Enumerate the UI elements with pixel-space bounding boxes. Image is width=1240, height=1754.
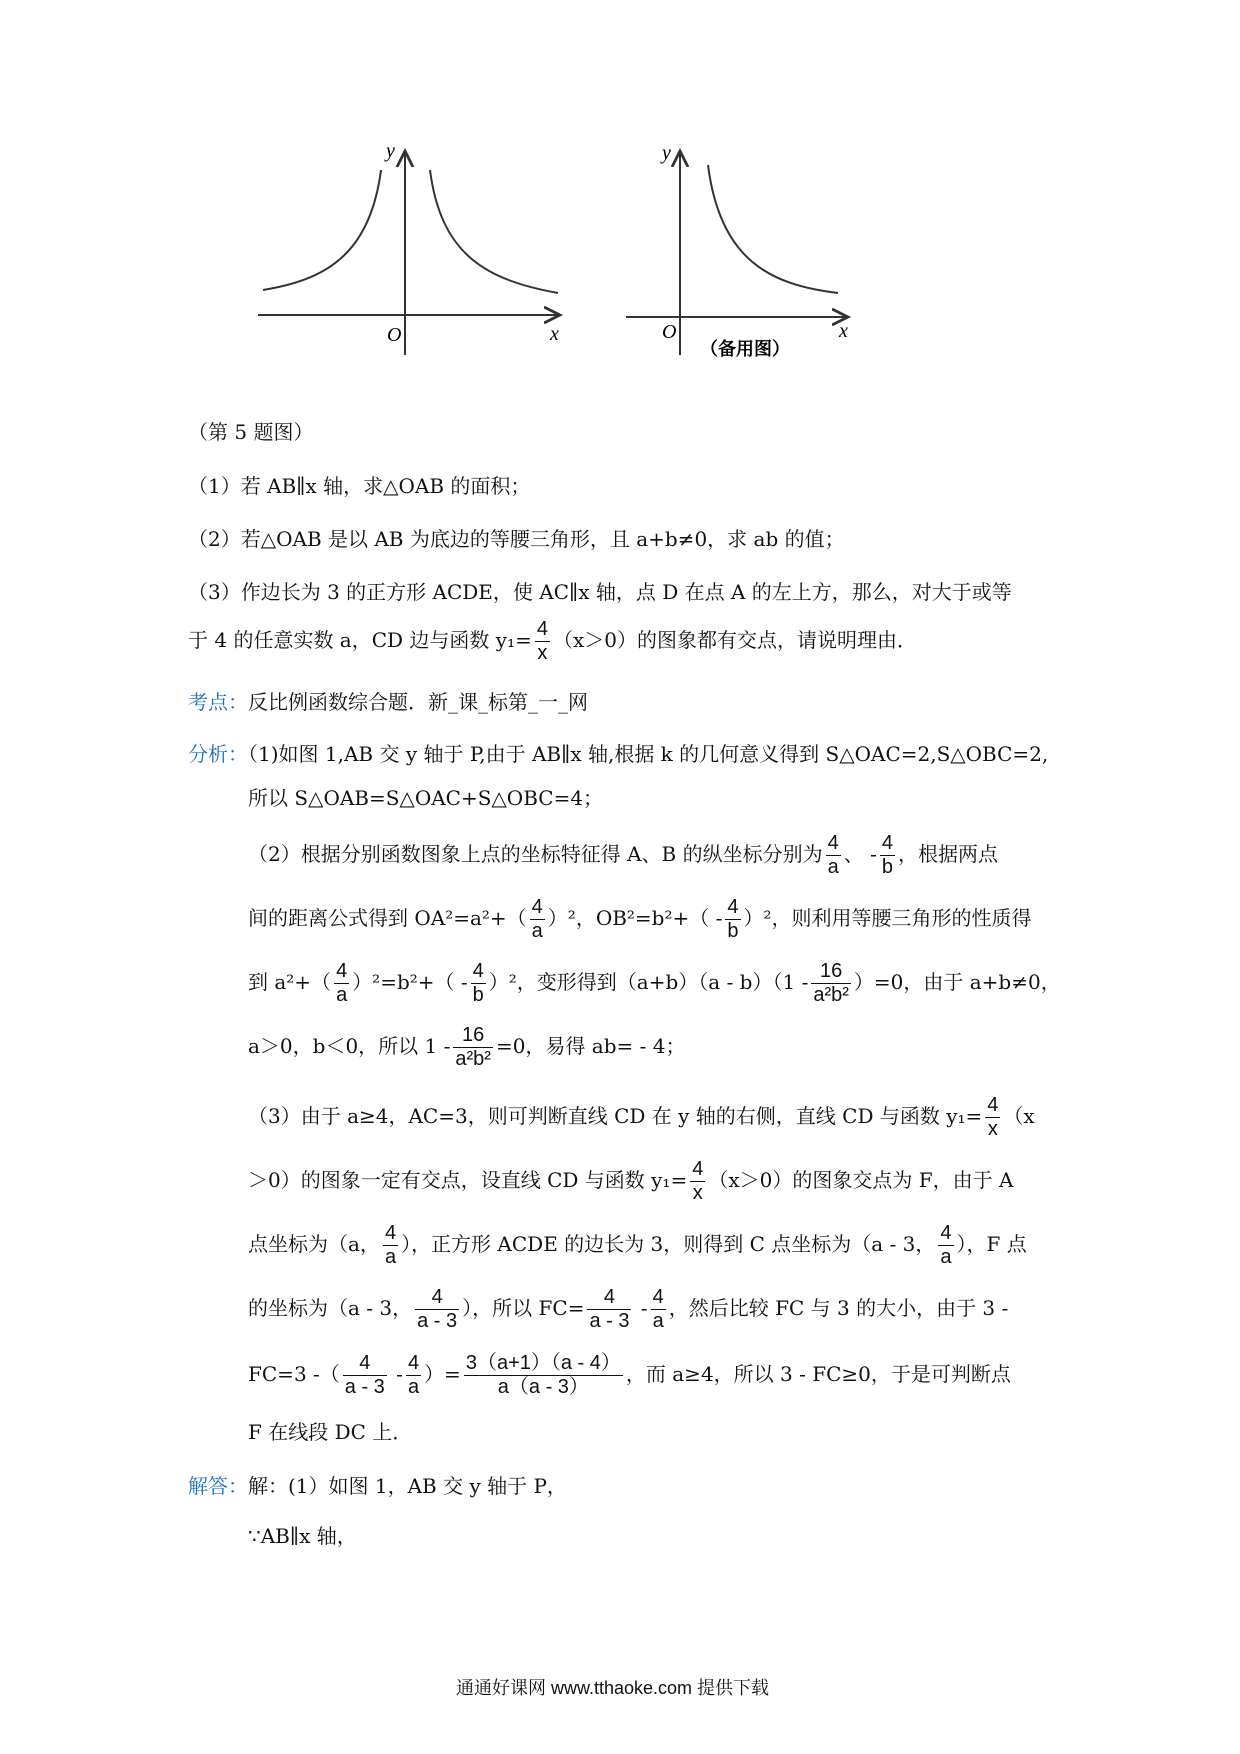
fraction-4-over-a: $\frac{4}{a}$	[407, 1352, 420, 1398]
fraction-4-over-a-minus-3: $\frac{4}{a - 3}$	[344, 1352, 385, 1398]
hyperbola-branch	[708, 165, 838, 293]
fenxi-p3-line-3: 点坐标为（a， $\frac{4}{a}$ ），正方形 ACDE 的边长为 3，则得到 C 点坐标为（a - 3， $\frac{4}{a}$ ），F 点	[248, 1222, 1027, 1268]
fenxi-p2-line-3: 到 a²+（ $\frac{4}{a}$ ）²=b²+（ - $\frac{4}{b}$ ）²，变形得到（a+b）（a - b）（1 - $\frac{16}{\text{a²b²}}$ ）=0，由于 a+b≠0，	[248, 960, 1061, 1006]
origin-label: O	[662, 321, 677, 343]
fenxi-p3-line-1: （3）由于 a≥4，AC=3，则可判断直线 CD 在 y 轴的右侧，直线 CD 与函数 y₁= $\frac{4}{x}$ （x	[248, 1094, 1035, 1140]
question-1: （1）若 AB∥x 轴，求△OAB 的面积；	[188, 474, 531, 498]
fraction-4-over-a: $\frac{4}{a}$	[384, 1222, 397, 1268]
y-axis-label: y	[386, 145, 395, 162]
fraction-4-over-a-minus-3: $\frac{4}{a - 3}$	[589, 1286, 630, 1332]
fraction-4-over-a: $\frac{4}{a}$	[531, 896, 543, 942]
fraction-4-over-b: $\frac{4}{b}$	[881, 832, 893, 878]
fraction-4-over-b: $\frac{4}{b}$	[727, 896, 739, 942]
fraction-4-over-a: $\frac{4}{a}$	[827, 832, 839, 878]
fraction-4-over-b: $\frac{4}{b}$	[472, 960, 484, 1006]
fenxi-p3-line-2: ＞0）的图象一定有交点，设直线 CD 与函数 y₁= $\frac{4}{x}$ （x＞0）的图象交点为 F，由于 A	[248, 1158, 1014, 1204]
x-axis-label: x	[839, 320, 848, 342]
fenxi-p2-line-4: a＞0，b＜0，所以 1 - $\frac{16}{\text{a²b²}}$ =0，易得 ab= - 4；	[248, 1024, 686, 1070]
fenxi-p2-line-2: 间的距离公式得到 OA²=a²+（ $\frac{4}{a}$ ）²，OB²=b²+（ - $\frac{4}{b}$ ）²，则利用等腰三角形的性质得	[248, 896, 1032, 942]
fraction-4-over-a: $\frac{4}{a}$	[652, 1286, 664, 1332]
jieda-line-1: 解答：解：(1）如图 1，AB 交 y 轴于 P，	[188, 1474, 567, 1498]
kaodian-line: 考点：反比例函数综合题．新_课_标第_一_网	[188, 690, 588, 714]
fraction-4-over-a: $\frac{4}{a}$	[940, 1222, 952, 1268]
fenxi-p2-line-1: （2）根据分别函数图象上点的坐标特征得 A、B 的纵坐标分别为 $\frac{4}{a}$ 、 - $\frac{4}{b}$ ，根据两点	[248, 832, 998, 878]
fraction-16-over-a2b2: $\frac{16}{\text{a²b²}}$	[455, 1024, 491, 1070]
kaodian-label: 考点：	[188, 690, 248, 714]
question-3-line-1: （3）作边长为 3 的正方形 ACDE，使 AC∥x 轴，点 D 在点 A 的左上方，那么，对大于或等	[188, 580, 1012, 604]
question-2: （2）若△OAB 是以 AB 为底边的等腰三角形，且 a+b≠0，求 ab 的值；	[188, 527, 845, 551]
fraction-long: $\frac{3(a+1)(a - 4)}{a(a - 3)}$	[465, 1352, 621, 1398]
page-footer: 通通好课网 www.tthaoke.com 提供下载	[456, 1678, 770, 1698]
question-3-line-2: 于 4 的任意实数 a，CD 边与函数 y₁= $\frac{4}{x}$ （x＞0）的图象都有交点，请说明理由．	[188, 618, 917, 664]
jieda-label: 解答：	[188, 1474, 248, 1498]
fenxi-line-1: 分析：（1)如图 1,AB 交 y 轴于 P,由于 AB∥x 轴,根据 k 的几何意义得到 S△OAC=2,S△OBC=2,	[188, 742, 1049, 766]
fenxi-line-2: 所以 S△OAB=S△OAC+S△OBC=4；	[248, 786, 604, 810]
fraction-16-over-a2b2: $\frac{16}{\text{a²b²}}$	[813, 960, 849, 1006]
backup-figure-note: （备用图）	[700, 339, 790, 359]
origin-label: O	[387, 324, 402, 346]
graph-figure-1	[250, 145, 580, 375]
jieda-line-2: ∵AB∥x 轴，	[248, 1524, 357, 1548]
fenxi-label: 分析：	[188, 742, 248, 766]
fraction-4-over-a-minus-3: $\frac{4}{a - 3}$	[417, 1286, 458, 1332]
fraction-4-over-x: $\frac{4}{x}$	[536, 618, 548, 664]
fraction-4-over-x: $\frac{4}{x}$	[692, 1158, 704, 1204]
hyperbola-right-branch	[430, 170, 558, 293]
fenxi-p3-line-4: 的坐标为（a - 3， $\frac{4}{a - 3}$ ），所以 FC= $\frac{4}{a - 3}$ - $\frac{4}{a}$ ，然后比较 FC 与 3 的大小，由于 3 -	[248, 1286, 1009, 1332]
hyperbola-left-branch	[263, 170, 381, 290]
graph-figure-2	[620, 145, 860, 375]
figure-caption: （第 5 题图）	[188, 420, 314, 444]
fraction-4-over-a: $\frac{4}{a}$	[336, 960, 348, 1006]
y-axis-label: y	[662, 145, 671, 164]
fenxi-p3-line-6: F 在线段 DC 上．	[248, 1420, 413, 1444]
fraction-4-over-x: $\frac{4}{x}$	[987, 1094, 999, 1140]
fenxi-p3-line-5: FC=3 -（ $\frac{4}{a - 3}$ - $\frac{4}{a}$ ）= $\frac{3(a+1)(a - 4)}{a(a - 3)}$ ，而 a≥4，所以 3 - FC≥0，于是可判断点	[248, 1352, 1011, 1398]
x-axis-label: x	[550, 323, 559, 345]
